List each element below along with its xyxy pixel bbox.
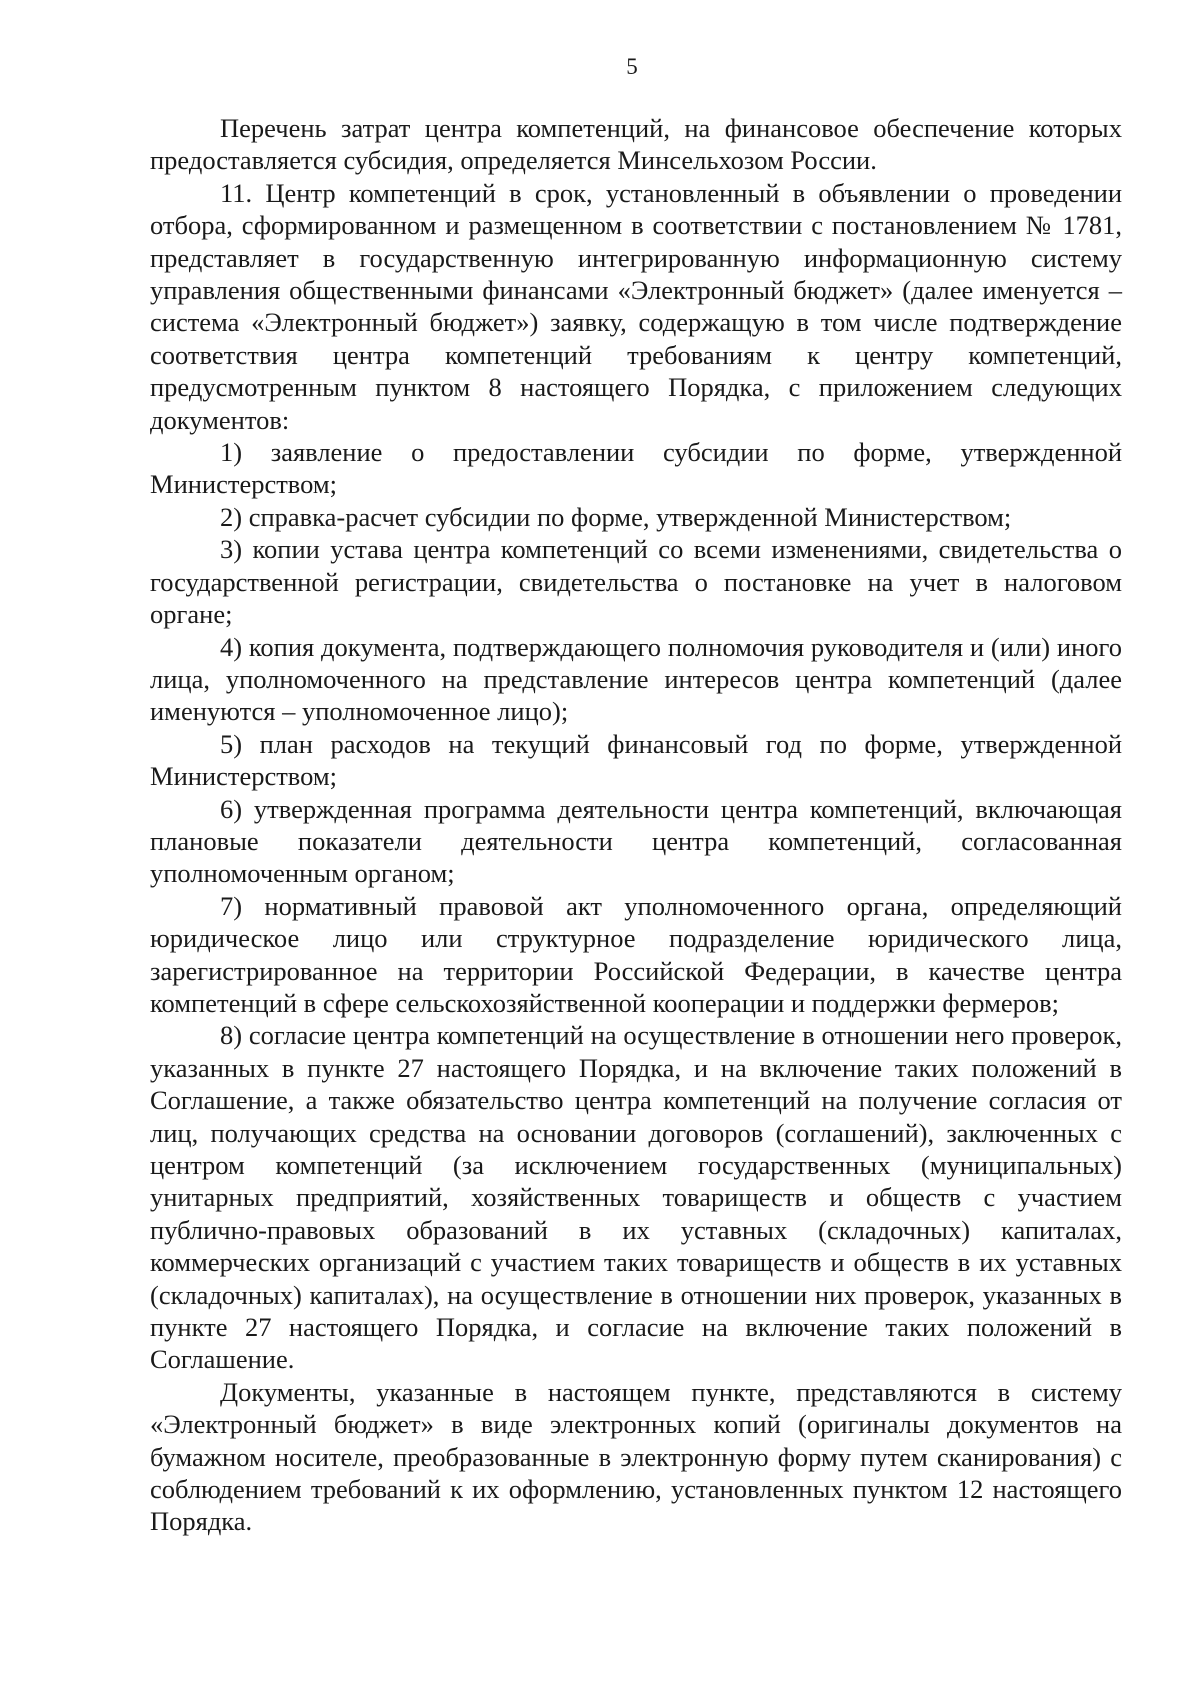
list-item-6: 6) утвержденная программа деятельности центра компетенций, включающая плановые показатели деятельности центра компетенций, согласованная уполномоченным органом; (150, 793, 1122, 889)
list-item-7: 7) нормативный правовой акт уполномоченного органа, определяющий юридическое лицо или структурное подразделение юридического лица, зарегистрированное на территории Российской Федерации, в качестве центра компетенций в сфере сельскохозяйственной кооперации и поддержки фермеров; (150, 890, 1122, 1018)
page-number: 5 (626, 54, 638, 79)
list-item-5: 5) план расходов на текущий финансовый год по форме, утвержденной Министерством; (150, 728, 1122, 792)
list-item-3: 3) копии устава центра компетенций со всеми изменениями, свидетельства о государственной регистрации, свидетельства о постановке на учет в налоговом органе; (150, 534, 1122, 630)
list-item-4: 4) копия документа, подтверждающего полномочия руководителя и (или) иного лица, уполномоченного на представление интересов центра компетенций (далее именуются – уполномоченное лицо); (150, 631, 1122, 727)
list-item-1: 1) заявление о предоставлении субсидии по форме, утвержденной Министерством; (150, 437, 1122, 500)
list-item-8: 8) согласие центра компетенций на осуществление в отношении него проверок, указанных в пункте 27 настоящего Порядка, и на включение таких положений в Соглашение, а также обязательство центра компетенций на получение согласия от лиц, получающих средства на основании договоров (соглашений), заключенных с центром компетенций (за исключением государственных (муниципальных) унитарных предприятий, хозяйственных товариществ и обществ с участием публично-правовых образований в их уставных (складочных) капиталах, коммерческих организаций с участием таких товариществ и обществ в их уставных (складочных) капиталах), на осуществление в отношении них проверок, указанных в пункте 27 настоящего Порядка, и согласие на включение таких положений в Соглашение. (150, 1020, 1122, 1375)
document-body (150, 112, 1122, 1538)
list-item-2: 2) справка-расчет субсидии по форме, утвержденной Министерством; (220, 501, 1012, 532)
paragraph-item-11: 11. Центр компетенций в срок, установленный в объявлении о проведении отбора, сформированном и размещенном в соответствии с постановлением № 1781, представляет в государственную интегрированную информационную систему управления общественными финансами «Электронный бюджет» (далее именуется – система «Электронный бюджет») заявку, содержащую в том числе подтверждение соответствия центра компетенций требованиям к центру компетенций, предусмотренным пунктом 8 настоящего Порядка, с приложением следующих документов: (150, 177, 1122, 435)
paragraph-costs-list: Перечень затрат центра компетенций, на финансовое обеспечение которых предоставляется субсидия, определяется Минсельхозом России. (150, 113, 1122, 176)
paragraph-documents-submission: Документы, указанные в настоящем пункте, представляются в систему «Электронный бюджет» в виде электронных копий (оригиналы документов на бумажном носителе, преобразованные в электронную форму путем сканирования) с соблюдением требований к их оформлению, установленных пунктом 12 настоящего Порядка. (150, 1376, 1122, 1537)
